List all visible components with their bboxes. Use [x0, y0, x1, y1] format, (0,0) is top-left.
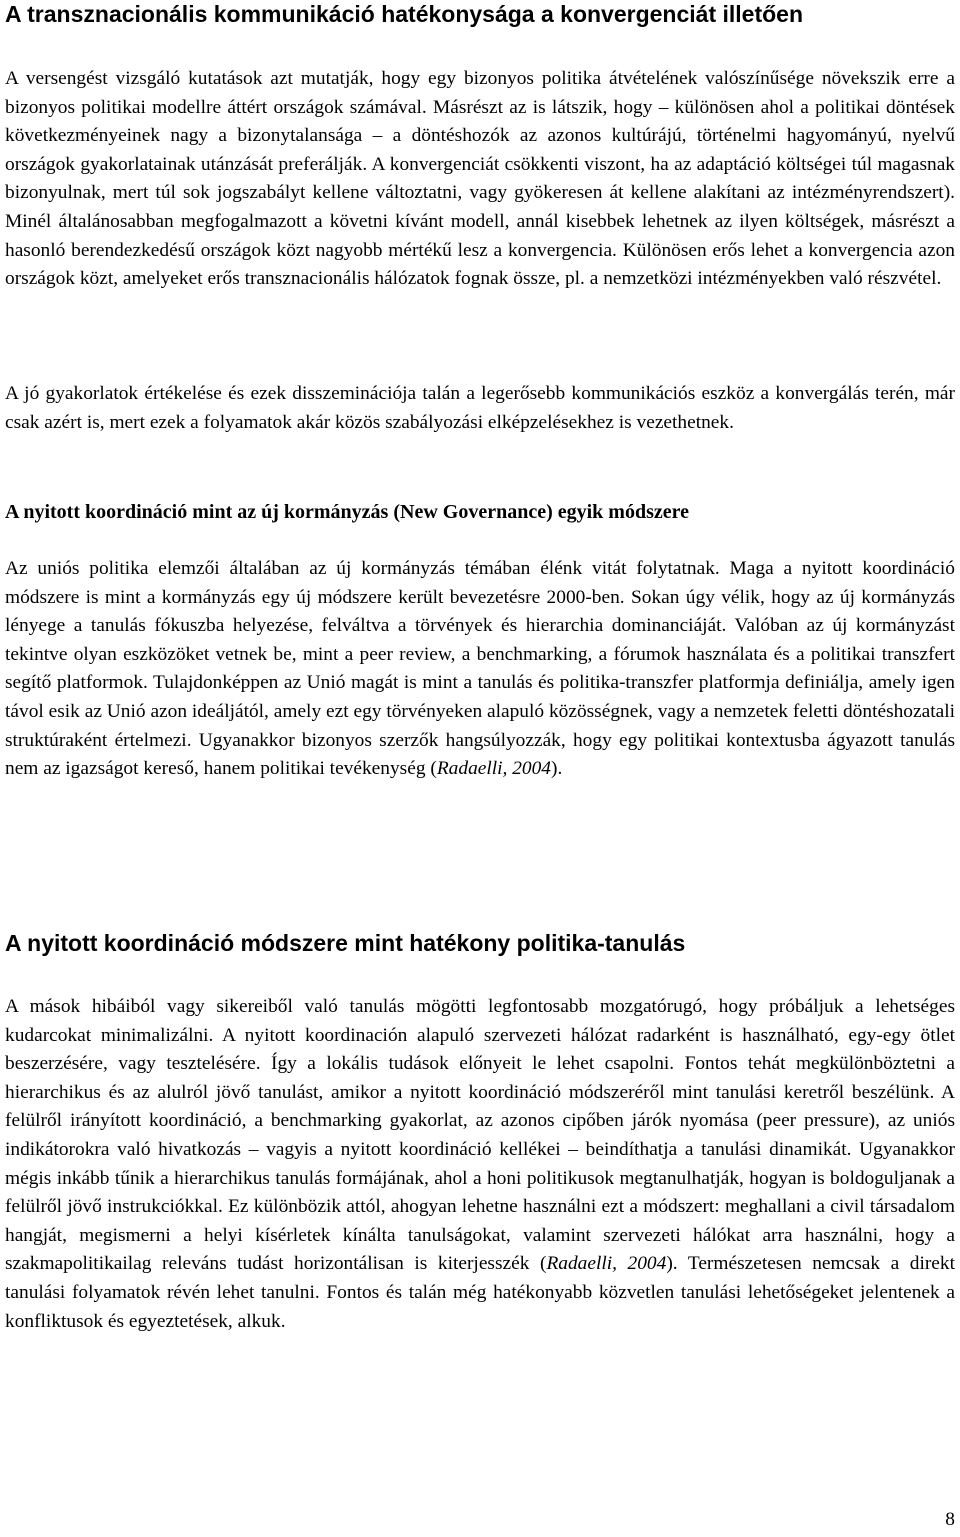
paragraph-policy-learning — [5, 993, 955, 1336]
paragraph-new-governance — [5, 555, 955, 784]
paragraph-convergence: A versengést vizsgáló kutatások azt mutatják, hogy egy bizonyos politika átvételének valószínűsége növekszik erre a bizonyos politikai modellre áttért országok számával. Másrészt az is látszik, hogy – különösen ahol a politikai döntések következményeinek nagy a bizonytalansága – a döntéshozók az azonos kultúrájú, történelmi hagyományú, nyelvű országok gyakorlatainak utánzását preferálják. A konvergenciát csökkenti viszont, ha az adaptáció költségei túl magasnak bizonyulnak, mert túl sok jogszabályt kellene változtatni, vagy gyökeresen át kellene alakítani az intézményrendszert). Minél általánosabban megfogalmazott a követni kívánt modell, annál kisebbek lehetnek az ilyen költségek, másrészt a hasonló berendezkedésű országok közt nagyobb mértékű lesz a konvergencia. Különösen erős lehet a konvergencia azon országok közt, amelyeket erős transznacionális hálózatok fognak össze, pl. a nemzetközi intézményekben való részvétel. — [5, 68, 955, 290]
citation: Radaelli, 2004 — [436, 758, 552, 780]
section-heading-new-governance: A nyitott koordináció mint az új kormányzás (New Governance) egyik módszere — [5, 501, 690, 523]
paragraph-text: A mások hibáiból vagy sikereiből való tanulás mögötti legfontosabb mozgatórugó, hogy próbáljuk a lehetséges kudarcokat minimalizálni. A nyitott koordinación alapuló szervezeti hálózat radarként is használható, egy-egy ötlet beszerzésére, vagy tesztelésére. Így a lokális tudások előnyeit le lehet csapolni. Fontos tehát megkülönböztetni a hierarchikus és az alulról jövő tanulást, amikor a nyitott koordináció módszeréről mint tanulási keretről beszélünk. A felülről irányított koordináció, a benchmarking gyakorlat, az azonos cipőben járók nyomása (peer pressure), az uniós indikátorokra való hivatkozás – vagyis a nyitott koordináció kellékei – beindíthatja a tanulási dinamikát. Ugyanakkor mégis inkább tűnik a hierarchikus tanulás formájának, ahol a honi politikusok megtanulhatják, hogyan is boldoguljanak a felülről jövő instrukciókkal. Ez különbözik attól, ahogyan lehetne használni ezt a módszert: meghallani a civil társadalom hangját, megismerni a helyi kísérletek kínálta tanulságokat, valamint szervezeti hálókat arra használni, hogy a szakmapolitikailag releváns tudást horizontálisan is kiterjesszék ( — [5, 996, 955, 1275]
paragraph-text-end: ). — [551, 758, 563, 780]
paragraph-text: Az uniós politika elemzői általában az új kormányzás témában élénk vitát folytatnak. Maga a nyitott koordináció módszere is mint a kormányzás egy új módszere került bevezetésre 2000-ben. Sokan úgy vélik, hogy az új kormányzás lényege a tanulás fókuszba helyezése, felváltva a törvények és hierarchia dominanciáját. Valóban az új kormányzást tekintve olyan eszközöket vetnek be, mint a peer review, a benchmarking, a fórumok használata és a politikai transzfert segítő platformok. Tulajdonképpen az Unió magát is mint a tanulás és politika-transzfer platformja definiálja, amely igen távol esik az Unió azon ideáljától, amely ezt egy törvényeken alapuló közösségnek, vagy a nemzetek feletti döntéshozatali struktúraként értelmezi. Ugyanakkor bizonyos szerzők hangsúlyozzák, hogy egy politikai kontextusba ágyazott tanulás nem az igazságot kereső, hanem politikai tevékenység ( — [5, 558, 955, 780]
section-heading-policy-learning: A nyitott koordináció módszere mint hatékony politika-tanulás — [5, 930, 686, 956]
page-number: 8 — [945, 1509, 955, 1530]
paragraph-good-practices: A jó gyakorlatok értékelése és ezek disszeminációja talán a legerősebb kommunikációs eszköz a konvergálás terén, már csak azért is, mert ezek a folyamatok akár közös szabályozási elképzelésekhez is vezethetnek. — [5, 383, 955, 433]
paragraph-text-end: ). Természetesen nemcsak a direkt tanulási folyamatok révén lehet tanulni. Fontos és talán még hatékonyabb közvetlen tanulási lehetőségeket jelentenek a konfliktusok és egyeztetések, alkuk. — [5, 1253, 955, 1332]
citation: Radaelli, 2004 — [546, 1253, 667, 1275]
section-heading-transnational: A transznacionális kommunikáció hatékonysága a konvergenciát illetően — [5, 1, 804, 27]
